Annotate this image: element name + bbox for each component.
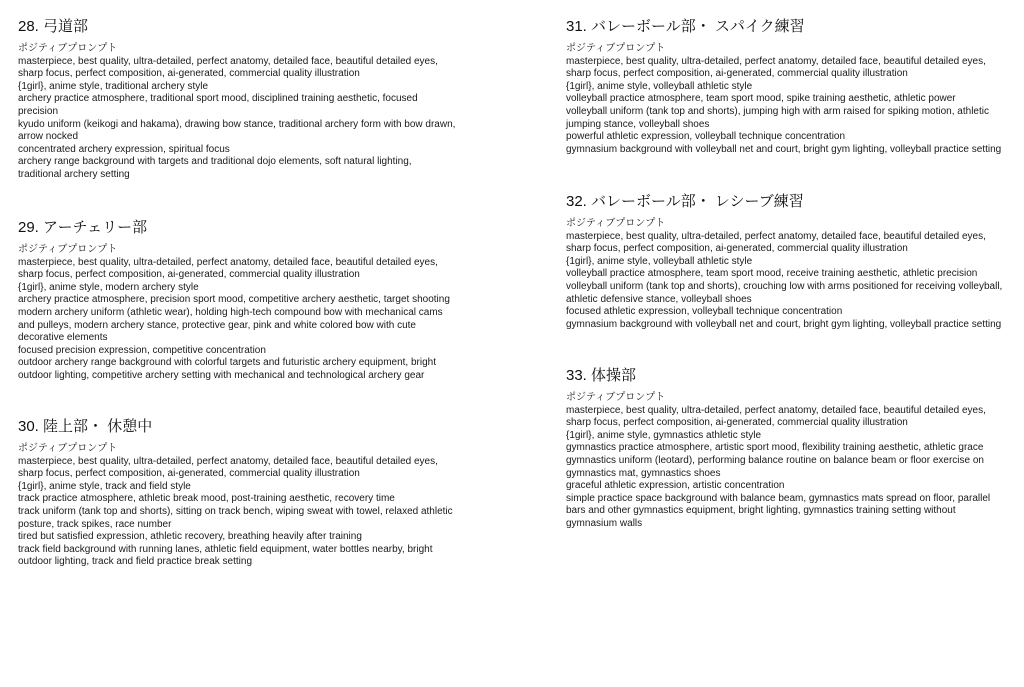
prompt-line: masterpiece, best quality, ultra-detailed, perfect anatomy, detailed face, beautiful detailed eyes, (566, 404, 986, 416)
prompt-line: sharp focus, perfect composition, ai-generated, commercial quality illustration (18, 468, 360, 480)
prompt-line: track uniform (tank top and shorts), sitting on track bench, wiping sweat with towel, relaxed athletic (18, 505, 453, 517)
section-title: 31. バレーボール部・ スパイク練習 (566, 18, 805, 35)
prompt-line: traditional archery setting (18, 168, 130, 180)
prompt-label: ポジティブプロンプト (566, 43, 666, 54)
section-32 (566, 193, 1024, 331)
prompt-line: archery range background with targets and traditional dojo elements, soft natural lighting, (18, 156, 412, 168)
prompt-line: volleyball practice atmosphere, team sport mood, receive training aesthetic, athletic precision (566, 268, 978, 280)
prompt-line: masterpiece, best quality, ultra-detailed, perfect anatomy, detailed face, beautiful detailed eyes, (18, 256, 438, 268)
prompt-line: masterpiece, best quality, ultra-detailed, perfect anatomy, detailed face, beautiful detailed eyes, (18, 55, 438, 67)
section-29 (18, 219, 478, 383)
prompt-line: arrow nocked (18, 131, 79, 143)
prompt-text (18, 257, 478, 383)
prompt-line: gymnastics mat, gymnastics shoes (566, 467, 721, 479)
prompt-line: graceful athletic expression, artistic concentration (566, 480, 785, 492)
prompt-line: kyudo uniform (keikogi and hakama), drawing bow stance, traditional archery form with bow drawn, (18, 118, 456, 130)
prompt-line: modern archery uniform (athletic wear), holding high-tech compound bow with mechanical cams (18, 306, 443, 318)
prompt-line: posture, track spikes, race number (18, 518, 172, 530)
prompt-text (18, 56, 478, 182)
prompt-text (18, 456, 478, 569)
prompt-text (566, 231, 1024, 332)
prompt-line: tired but satisfied expression, athletic recovery, breathing heavily after training (18, 531, 362, 543)
prompt-line: {1girl}, anime style, volleyball athletic style (566, 80, 753, 92)
prompt-line: gymnasium background with volleyball net and court, bright gym lighting, volleyball practice setting (566, 143, 1002, 155)
prompt-line: bars and other gymnastics equipment, bright lighting, gymnastics training setting without (566, 505, 956, 517)
prompt-line: gymnastics uniform (leotard), performing balance routine on balance beam or floor exercise on (566, 454, 984, 466)
prompt-line: archery practice atmosphere, traditional sport mood, disciplined training aesthetic, focused (18, 93, 418, 105)
prompt-label: ポジティブプロンプト (18, 443, 118, 454)
prompt-line: masterpiece, best quality, ultra-detailed, perfect anatomy, detailed face, beautiful detailed eyes, (18, 455, 438, 467)
prompt-line: gymnasium background with volleyball net and court, bright gym lighting, volleyball practice setting (566, 318, 1002, 330)
prompt-line: masterpiece, best quality, ultra-detailed, perfect anatomy, detailed face, beautiful detailed eyes, (566, 230, 986, 242)
section-title: 33. 体操部 (566, 367, 637, 384)
prompt-line: {1girl}, anime style, gymnastics athletic style (566, 429, 762, 441)
prompt-line: sharp focus, perfect composition, ai-generated, commercial quality illustration (566, 417, 908, 429)
section-33 (566, 367, 1024, 531)
prompt-line: sharp focus, perfect composition, ai-generated, commercial quality illustration (18, 269, 360, 281)
prompt-line: outdoor lighting, competitive archery setting with mechanical and technological archery gear (18, 369, 425, 381)
prompt-line: {1girl}, anime style, track and field style (18, 480, 191, 492)
prompt-line: outdoor archery range background with colorful targets and futuristic archery equipment, bright (18, 357, 437, 369)
prompt-line: focused athletic expression, volleyball technique concentration (566, 306, 843, 318)
prompt-line: powerful athletic expression, volleyball technique concentration (566, 131, 846, 143)
prompt-label: ポジティブプロンプト (18, 244, 118, 255)
section-28 (18, 18, 478, 182)
prompt-line: {1girl}, anime style, traditional archery style (18, 80, 209, 92)
prompt-line: sharp focus, perfect composition, ai-generated, commercial quality illustration (18, 68, 360, 80)
prompt-line: volleyball uniform (tank top and shorts), crouching low with arms positioned for receiving volleyball, (566, 280, 1003, 292)
prompt-line: focused precision expression, competitive concentration (18, 344, 266, 356)
prompt-line: decorative elements (18, 332, 108, 344)
prompt-line: concentrated archery expression, spiritual focus (18, 143, 230, 155)
prompt-line: simple practice space background with balance beam, gymnastics mats spread on floor, parallel (566, 492, 991, 504)
section-title: 30. 陸上部・ 休憩中 (18, 418, 153, 435)
prompt-line: {1girl}, anime style, volleyball athletic style (566, 255, 753, 267)
prompt-line: athletic defensive stance, volleyball shoes (566, 293, 752, 305)
prompt-line: track field background with running lanes, athletic field equipment, water bottles nearby, bright (18, 543, 433, 555)
prompt-line: precision (18, 105, 59, 117)
prompt-label: ポジティブプロンプト (18, 43, 118, 54)
prompt-label: ポジティブプロンプト (566, 218, 666, 229)
prompt-line: jumping stance, volleyball shoes (566, 118, 710, 130)
section-title: 29. アーチェリー部 (18, 219, 148, 236)
prompt-label: ポジティブプロンプト (566, 392, 666, 403)
prompt-text (566, 56, 1024, 157)
prompt-line: and pulleys, modern archery stance, protective gear, pink and white colored bow with cute (18, 319, 416, 331)
prompt-line: sharp focus, perfect composition, ai-generated, commercial quality illustration (566, 68, 908, 80)
prompt-line: volleyball uniform (tank top and shorts), jumping high with arm raised for spiking motion, athletic (566, 105, 989, 117)
prompt-line: track practice atmosphere, athletic break mood, post-training aesthetic, recovery time (18, 493, 395, 505)
section-30 (18, 418, 478, 569)
prompt-line: gymnastics practice atmosphere, artistic sport mood, flexibility training aesthetic, athletic grace (566, 442, 984, 454)
prompt-line: archery practice atmosphere, precision sport mood, competitive archery aesthetic, target shooting (18, 294, 450, 306)
prompt-text (566, 405, 1024, 531)
prompt-line: gymnasium walls (566, 517, 643, 529)
prompt-line: volleyball practice atmosphere, team sport mood, spike training aesthetic, athletic power (566, 93, 956, 105)
section-title: 28. 弓道部 (18, 18, 89, 35)
prompt-line: masterpiece, best quality, ultra-detailed, perfect anatomy, detailed face, beautiful detailed eyes, (566, 55, 986, 67)
prompt-line: {1girl}, anime style, modern archery style (18, 281, 199, 293)
section-31 (566, 18, 1024, 156)
prompt-line: outdoor lighting, track and field practice break setting (18, 556, 253, 568)
prompt-line: sharp focus, perfect composition, ai-generated, commercial quality illustration (566, 243, 908, 255)
section-title: 32. バレーボール部・ レシーブ練習 (566, 193, 804, 210)
